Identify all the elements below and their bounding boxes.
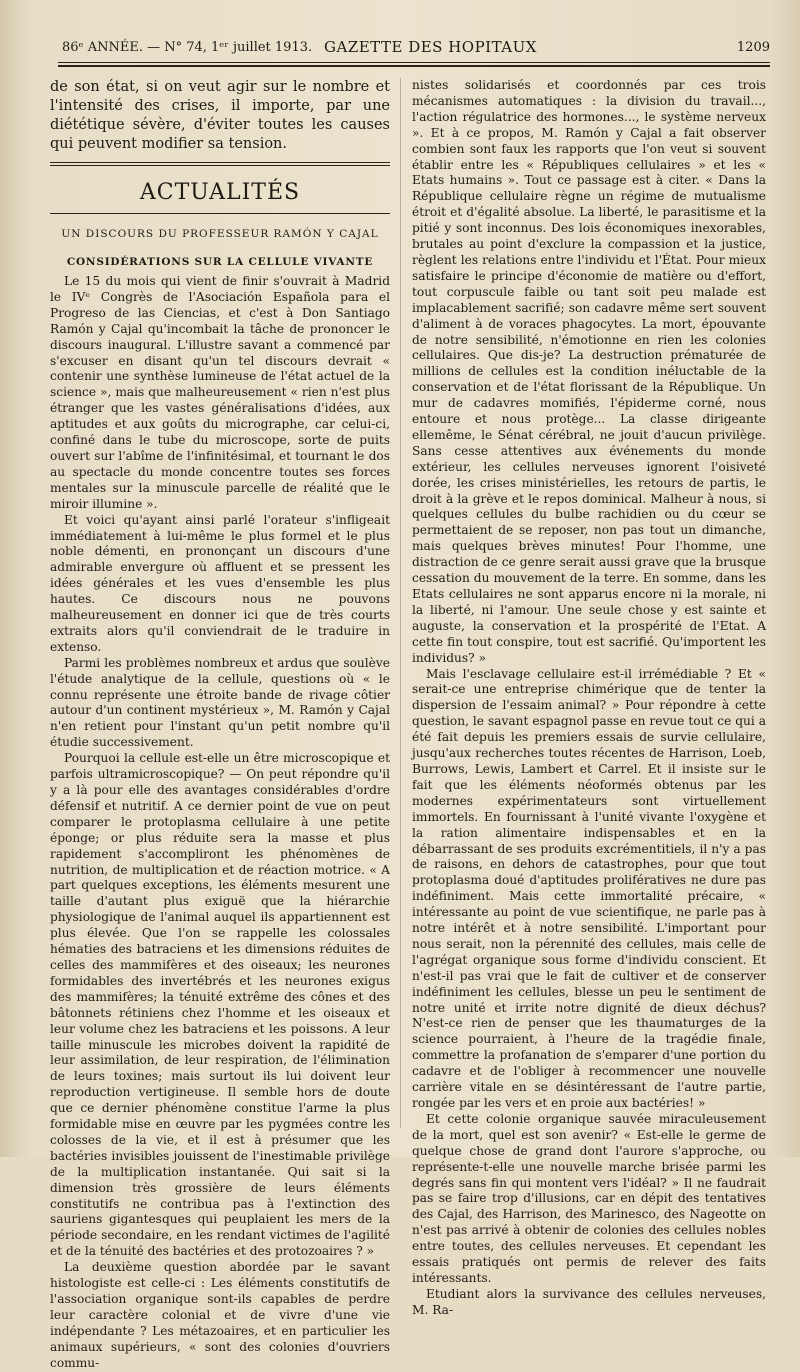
right-column — [412, 78, 766, 1319]
paragraph: Pourquoi la cellule est-elle un être microscopique et parfois ultramicroscopique? — On peut répondre qu'il y a là pour elle des avantages considérables d'ordre défensif et nutritif. A ce dernier point de vue on peut comparer le protoplasma cellulaire à une petite éponge; or plus réduite sera la masse et plus rapidement s'accompliront les phénomènes de nutrition, de multiplication et de réaction motrice. « A part quelques exceptions, les éléments mesurent une taille d'autant plus exiguë que la hiérarchie physiologique de l'animal auquel ils appartiennent est plus élevée. Que l'on se rappelle les colossales hématies des batraciens et les dimensions réduites de celles des mammifères et des oiseaux; les neurones formidables des invertébrés et les neurones exigus des mammifères; la ténuité extrême des cônes et des bâtonnets rétiniens chez l'homme et les oiseaux et leur volume chez les batraciens et les poissons. A leur taille minuscule les microbes doivent la rapidité de leur assimilation, de leur respiration, de l'élimination de leurs toxines; mais surtout ils lui doivent leur reproduction vertigineuse. Il semble hors de doute que ce dernier phénomène constitue l'arme la plus formidable mise en œuvre par les pygmées contre les colosses de la vie, et il est à présumer que les bactéries invisibles jouissent de l'inestimable privilège de la multiplication instantanée. Qui sait si la dimension très grossière de leurs éléments constitutifs ne contribua pas à l'extinction des sauriens gigantesques qui peuplaient les mers de la période secondaire, en les rendant victimes de l'agilité et de la ténuité des bactéries et des protozoaires ? » — [50, 751, 390, 1259]
paragraph: nistes solidarisés et coordonnés par ces trois mécanismes automatiques : la division du travail..., l'action régulatrice des hormones..., le système nerveux ». Et à ce propos, M. Ramón y Cajal a fait observer combien sont faux les rapports que l'on veut si souvent établir entre les « Républiques cellulaires » et les « Etats humains ». Tout ce passage est à citer. « Dans la République cellulaire règne un régime de mutualisme étroit et d'égalité absolue. La liberté, le parasitisme et la pitié y sont inconnus. Des lois économiques inexorables, brutales au point d'exclure la compassion et la justice, règlent les relations entre l'individu et l'État. Pour mieux satisfaire le principe d'économie de matière ou d'effort, tout corpuscule faible ou tant soit peu malade est implacablement sacrifié; son cadavre même sert souvent d'aliment à de voraces phagocytes. La mort, épouvante de notre sensibilité, n'émotionne en rien les colonies cellulaires. Que dis-je? La destruction prématurée de millions de cellules est la condition inéluctable de la conservation et de l'état florissant de la République. Un mur de cadavres momifiés, l'épiderme corné, nous entoure et nous protège... La classe dirigeante ellemême, le Sénat cérébral, ne jouit d'aucun privilège. Sans cesse attentives aux événements du monde extérieur, les cellules nerveuses ignorent l'oisiveté dorée, les crises ministérielles, les retours de partis, le droit à la grève et le repos dominical. Malheur à nous, si quelques cellules du bulbe rachidien ou du cœur se permettaient de se reposer, non pas tout un dimanche, mais quelques brèves minutes! Pour l'homme, une distraction de ce genre serait aussi grave que la brusque cessation du mouvement de la terre. En somme, dans les Etats cellulaires ne sont apparus encore ni la morale, ni la liberté, ni l'amour. Une seule chose y est sainte et auguste, la conservation et la prospérité de l'Etat. A cette fin tout conspire, tout est sacrifié. Qu'importent les individus? » — [412, 78, 766, 665]
article-subtitle: CONSIDÉRATIONS SUR LA CELLULE VIVANTE — [66, 256, 374, 268]
paragraph: Parmi les problèmes nombreux et ardus que soulève l'étude analytique de la cellule, questions où « le connu représente une étroite bande de rivage côtier autour d'un continent mystérieux », M. Ramón y Cajal n'en retient pour l'instant qu'un petit nombre qu'il étudie successivement. — [50, 655, 390, 750]
page-number: 1209 — [736, 40, 770, 55]
section-rule-bottom — [50, 213, 390, 214]
header-rule-bottom — [58, 65, 770, 67]
paragraph: La deuxième question abordée par le savant histologiste est celle-ci : Les éléments constitutifs de l'association organique sont-ils capables de perdre leur caractère colonial et de vivre d'une vie indépendante ? Les métazoaires, et en particulier les animaux supérieurs, « sont des colonies d'ouvriers commu- — [50, 1260, 390, 1370]
paragraph: Et cette colonie organique sauvée miraculeusement de la mort, quel est son avenir? « Est-elle le germe de quelque chose de grand dont l'aurore s'approche, ou représente-t-elle une nouvelle marche brisée parmi les degrés sans fin qui montent vers l'idéal? » Il ne faudrait pas se faire trop d'illusions, car en dépit des tentatives des Cajal, des Harrison, des Marinesco, des Nageotte on n'est pas arrivé à obtenir de colonies des cellules nobles entre toutes, des cellules nerveuses. Et cependant les essais pratiqués ont permis de relever des faits intéressants. — [412, 1111, 766, 1285]
left-column — [50, 78, 390, 1372]
paragraph: Et voici qu'ayant ainsi parlé l'orateur s'infligeait immédiatement à lui-même le plus formel et le plus noble démenti, en prononçant un discours d'une admirable envergure où affluent et se pressent les idées générales et les vues d'ensemble les plus hautes. Ce discours nous ne pouvons malheureusement en donner ici que de très courts extraits alors qu'il conviendrait de le traduire in extenso. — [50, 512, 390, 654]
section-rule-top — [50, 162, 390, 166]
journal-title: GAZETTE DES HOPITAUX — [324, 38, 537, 56]
header-rule-top — [58, 62, 770, 63]
issue-info: 86ᵉ ANNÉE. — N° 74, 1ᵉʳ juillet 1913. — [62, 40, 313, 55]
intro-paragraph: de son état, si on veut agir sur le nombre et l'intensité des crises, il importe, par une diététique sévère, d'éviter toutes les causes qui peuvent modifier sa tension. — [50, 79, 390, 152]
page-header — [62, 38, 770, 60]
column-separator — [400, 78, 401, 1128]
section-title: ACTUALITÉS — [139, 180, 301, 205]
paragraph: Le 15 du mois qui vient de finir s'ouvrait à Madrid le IVᵉ Congrès de l'Asociación Española para el Progreso de las Ciencias, et c'est à Don Santiago Ramón y Cajal qu'incombait la tâche de prononcer le discours inaugural. L'illustre savant a commencé par s'excuser en disant qu'un tel discours devrait « contenir une synthèse lumineuse de l'état actuel de la science », mais que malheureusement « rien n'est plus étranger que les vastes généralisations d'idées, aux aptitudes et aux goûts du micrographe, car celui-ci, confiné dans le tube du microscope, sorte de puits ouvert sur l'abîme de l'infinitésimal, et tournant le dos au spectacle du monde concentre toutes ses forces mentales sur la minuscule parcelle de réalité que le miroir illumine ». — [50, 274, 390, 511]
article-title: UN DISCOURS DU PROFESSEUR RAMÓN Y CAJAL — [61, 228, 379, 240]
paragraph: Mais l'esclavage cellulaire est-il irrémédiable ? Et « serait-ce une entreprise chimérique que de tenter la dispersion de l'essaim animal? » Pour répondre à cette question, le savant espagnol passe en revue tout ce qui a été fait depuis les premiers essais de survie cellulaire, jusqu'aux recherches toutes récentes de Harrison, Loeb, Burrows, Lewis, Lambert et Carrel. Et il insiste sur le fait que les éléments néoformés obtenus par les modernes expérimentateurs sont virtuellement immortels. En fournissant à l'unité vivante l'oxygène et la ration alimentaire indispensables et en la débarrassant de ses produits excrémentitiels, il n'y a pas de raisons, en dehors de catastrophes, pour que tout protoplasma doué d'aptitudes prolifératives ne dure pas indéfiniment. Mais cette immortalité précaire, « intéressante au point de vue scientifique, ne parle pas à notre intérêt et à notre sensibilité. L'important pour nous serait, non la pérennité des cellules, mais celle de l'agrégat organique sous forme d'individu conscient. Et n'est-il pas vrai que le fait de cultiver et de conserver indéfiniment les cellules, blesse un peu le sentiment de notre unité et irrite notre dignité de dieux déchus? N'est-ce rien de penser que les thaumaturges de la science pourraient, à l'heure de la tragédie finale, commettre la profanation de s'emparer d'une portion du cadavre et de l'obliger à recommencer une nouvelle carrière vitale en se désintéressant de l'autre partie, rongée par les vers et en proie aux bactéries! » — [412, 666, 766, 1110]
paragraph: Etudiant alors la survivance des cellules nerveuses, M. Ra- — [412, 1286, 766, 1317]
